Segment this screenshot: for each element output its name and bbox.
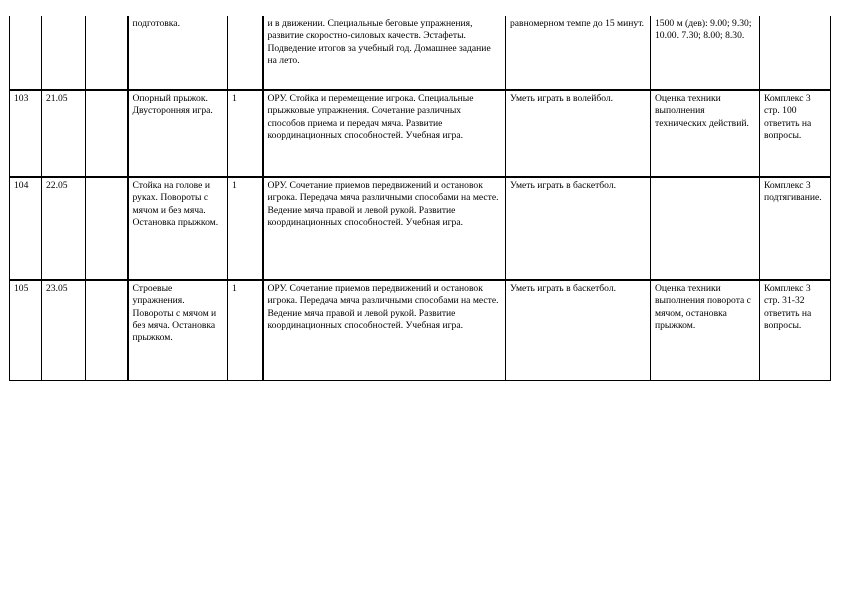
control-cell: Оценка техники выполнения технических действий. xyxy=(651,90,760,177)
lesson-number-cell: 104 xyxy=(10,177,42,280)
hours-cell: 1 xyxy=(228,280,263,380)
actual-date-cell xyxy=(86,280,128,380)
table-row xyxy=(10,90,831,177)
lesson-number-cell: 103 xyxy=(10,90,42,177)
homework-cell: Комплекс 3 подтягивание. xyxy=(760,177,831,280)
requirements-cell: равномерном темпе до 15 минут. xyxy=(506,16,651,90)
homework-cell xyxy=(760,16,831,90)
lesson-date-cell xyxy=(42,16,86,90)
lesson-date-cell: 21.05 xyxy=(42,90,86,177)
hours-cell: 1 xyxy=(228,177,263,280)
lesson-content-cell: ОРУ. Сочетание приемов передвижений и остановок игрока. Передача мяча различными способами на месте. Ведение мяча правой и левой рукой. Развитие координационных способностей. Учебная игра. xyxy=(263,177,506,280)
actual-date-cell xyxy=(86,90,128,177)
lesson-content-cell: ОРУ. Стойка и перемещение игрока. Специальные прыжковые упражнения. Сочетание различных способов приема и передач мяча. Развитие координационных способностей. Учебная игра. xyxy=(263,90,506,177)
lesson-topic-cell: подготовка. xyxy=(128,16,228,90)
control-cell xyxy=(651,177,760,280)
homework-cell: Комплекс 3 стр. 31-32 ответить на вопросы. xyxy=(760,280,831,380)
lesson-date-cell: 23.05 xyxy=(42,280,86,380)
lesson-content-cell: и в движении. Специальные беговые упражнения, развитие скоростно-силовых качеств. Эстафеты. Подведение итогов за учебный год. Домашнее задание на лето. xyxy=(263,16,506,90)
lesson-plan-table xyxy=(9,16,831,381)
lesson-number-cell xyxy=(10,16,42,90)
table-row xyxy=(10,177,831,280)
requirements-cell: Уметь играть в волейбол. xyxy=(506,90,651,177)
lesson-content-cell: ОРУ. Сочетание приемов передвижений и остановок игрока. Передача мяча различными способами на месте. Ведение мяча правой и левой рукой. Развитие координационных способностей. Учебная игра. xyxy=(263,280,506,380)
homework-cell: Комплекс 3 стр. 100 ответить на вопросы. xyxy=(760,90,831,177)
control-cell: 1500 м (дев): 9.00; 9.30; 10.00. 7.30; 8.00; 8.30. xyxy=(651,16,760,90)
lesson-date-cell: 22.05 xyxy=(42,177,86,280)
lesson-number-cell: 105 xyxy=(10,280,42,380)
requirements-cell: Уметь играть в баскетбол. xyxy=(506,177,651,280)
lesson-topic-cell: Стойка на голове и руках. Повороты с мячом и без мяча. Остановка прыжком. xyxy=(128,177,228,280)
control-cell: Оценка техники выполнения поворота с мячом, остановка прыжком. xyxy=(651,280,760,380)
hours-cell xyxy=(228,16,263,90)
hours-cell: 1 xyxy=(228,90,263,177)
lesson-topic-cell: Опорный прыжок. Двусторонняя игра. xyxy=(128,90,228,177)
table-row xyxy=(10,280,831,380)
table-row xyxy=(10,16,831,90)
actual-date-cell xyxy=(86,16,128,90)
lesson-topic-cell: Строевые упражнения. Повороты с мячом и без мяча. Остановка прыжком. xyxy=(128,280,228,380)
actual-date-cell xyxy=(86,177,128,280)
requirements-cell: Уметь играть в баскетбол. xyxy=(506,280,651,380)
